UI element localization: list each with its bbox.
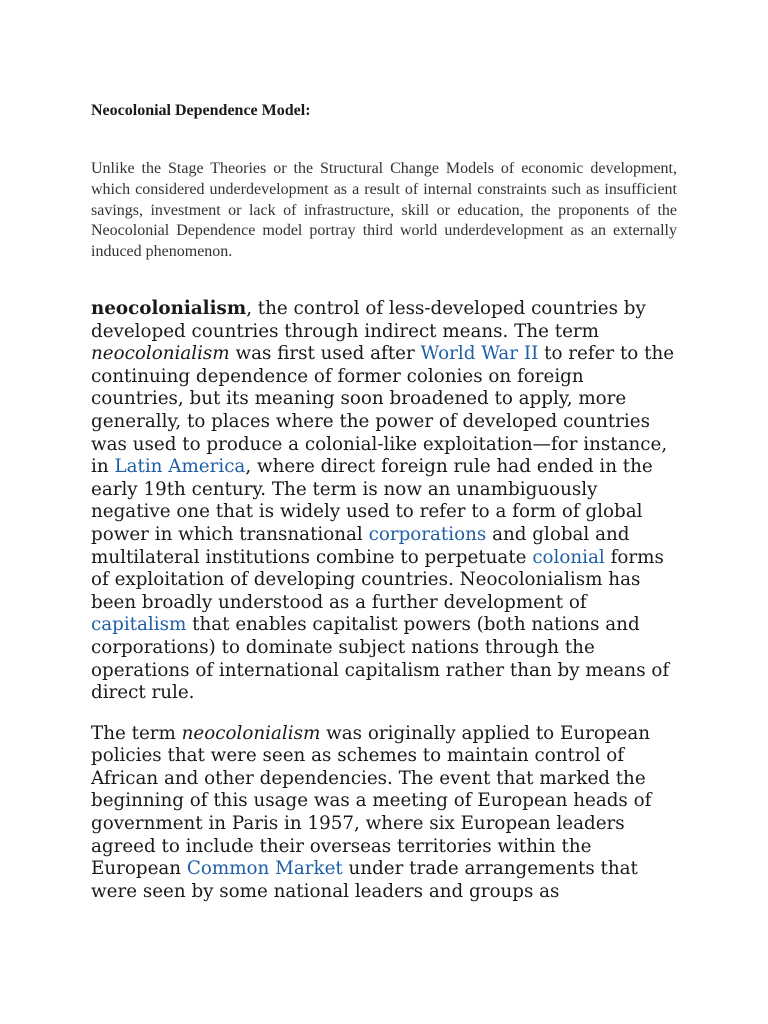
link-common-market[interactable]: Common Market	[186, 858, 343, 880]
text-run: and global and multilateral institutions combine to perpetuate	[91, 523, 630, 568]
section-heading: Neocolonial Dependence Model:	[91, 102, 311, 119]
article-paragraph-1	[91, 298, 681, 705]
article-body	[91, 298, 681, 903]
link-colonial[interactable]: colonial	[532, 546, 605, 568]
intro-paragraph: Unlike the Stage Theories or the Structural Change Models of economic development, which considered underdevelopment as a result of internal constraints such as insufficient savings, investment or lack of infrastructure, skill or education, the proponents of the Neocolonial Dependence model portray third world underdevelopment as an externally induced phenomenon.	[91, 160, 677, 261]
text-run: The term	[91, 722, 182, 744]
defined-term: neocolonialism	[91, 298, 247, 319]
text-run: , the control of less-developed countries by developed countries through indirect means. The term	[91, 298, 646, 342]
text-run: , where direct foreign rule had ended in the early 19th century. The term is now an unambiguously negative one that is widely used to refer to a form of global power in which transnational	[91, 456, 653, 545]
text-run: to refer to the continuing dependence of former colonies on foreign countries, but its meaning soon broadened to apply, more generally, to places where the power of developed countries was used to produce a colonial-like exploitation—for instance, in	[91, 343, 675, 478]
text-run: was first used after	[229, 343, 421, 365]
text-run: under trade arrangements that were seen by some national leaders and groups as	[91, 858, 638, 902]
link-latin-america[interactable]: Latin America	[114, 456, 246, 478]
italic-term: neocolonialism	[181, 722, 321, 744]
link-capitalism[interactable]: capitalism	[91, 614, 187, 636]
article-paragraph-2	[91, 723, 681, 904]
italic-term: neocolonialism	[91, 343, 230, 365]
text-run: was originally applied to European policies that were seen as schemes to maintain control of African and other dependencies. The event that marked the beginning of this usage was a meeting of European heads of government in Paris in 1957, where six European leaders agreed to include their overseas territories within the European	[91, 722, 652, 880]
text-run: forms of exploitation of developing countries. Neocolonialism has been broadly understood as a further development of	[91, 546, 664, 613]
link-corporations[interactable]: corporations	[368, 523, 487, 545]
text-run: that enables capitalist powers (both nations and corporations) to dominate subject nations through the operations of international capitalism rather than by means of direct rule.	[91, 614, 670, 704]
link-world-war-ii[interactable]: World War II	[420, 343, 539, 365]
